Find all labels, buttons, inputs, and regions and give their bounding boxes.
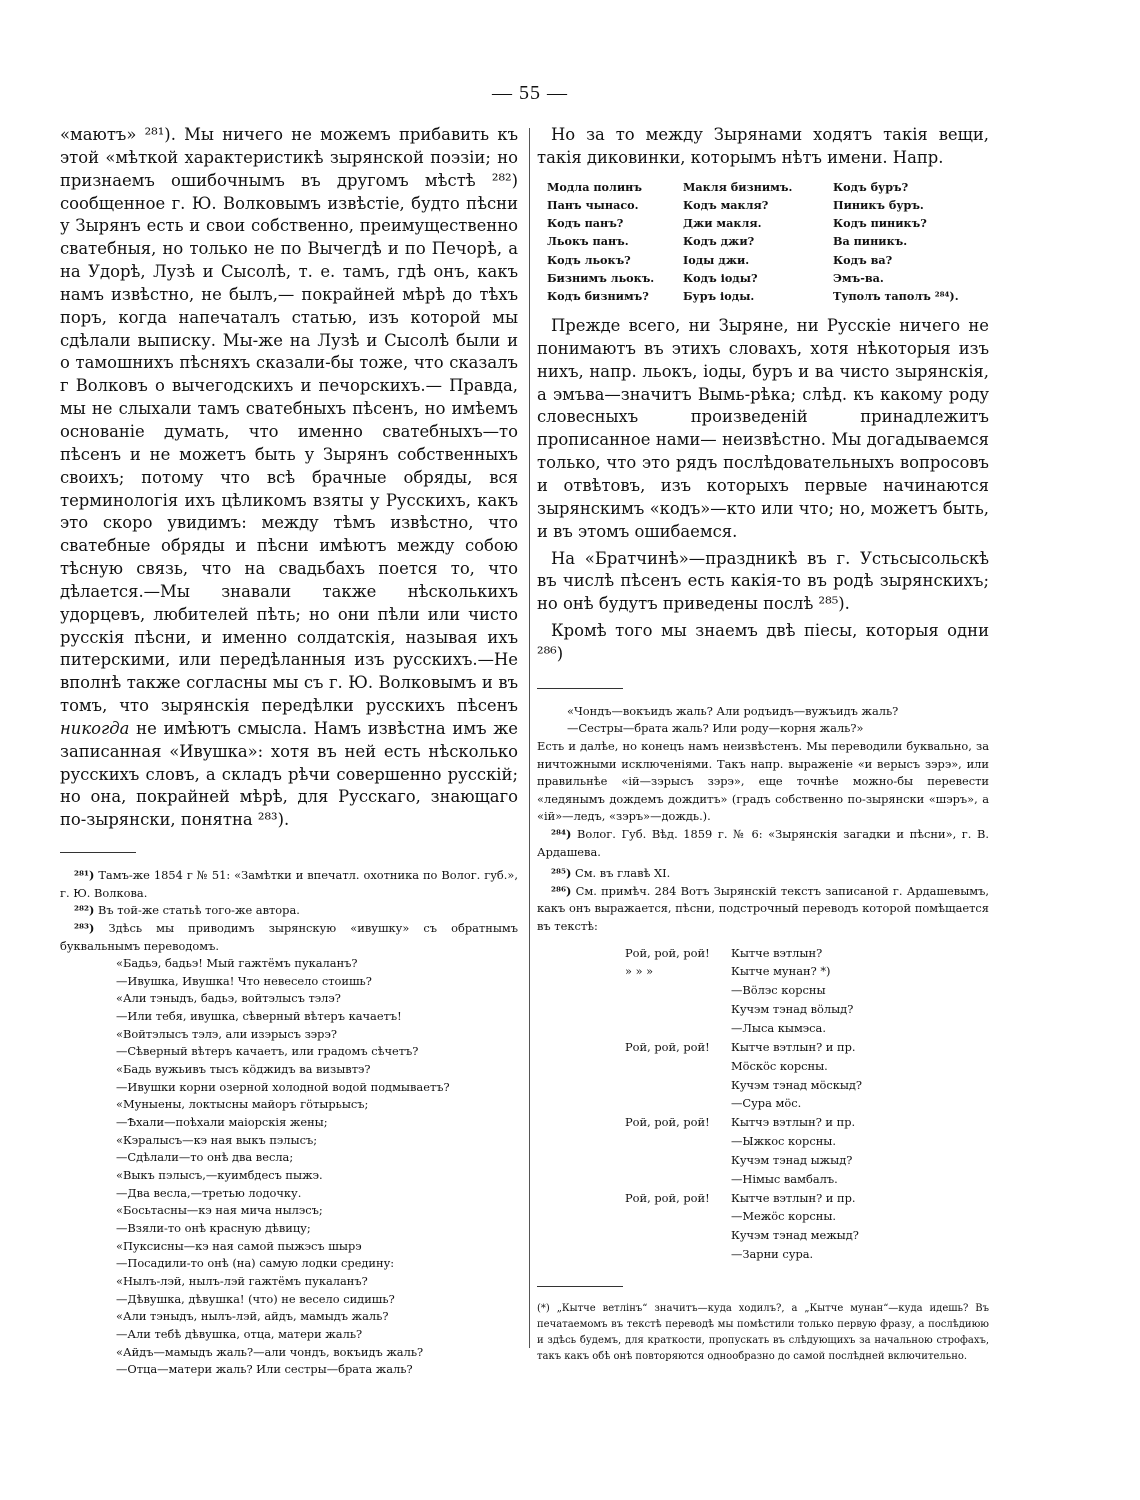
song-row xyxy=(625,1076,989,1095)
verse-line: —Дѣвушка, дѣвушка! (что) не весело сидишь? xyxy=(116,1291,395,1306)
riddle-cell: Кодъ ва? xyxy=(833,252,893,267)
song-refrain: Рой, рой, рой! xyxy=(625,1039,710,1054)
footnote-text: См. примѣч. 284 Вотъ Зырянскій текстъ записаной г. Ардашевымъ, какъ онъ выражается, пѣсни, подстрочный переводъ которой помѣщается въ текстѣ: xyxy=(537,883,989,934)
song-row xyxy=(625,1113,989,1132)
verse-line: —Сдѣлали—то онѣ два весла; xyxy=(116,1150,294,1165)
song-line: Кытче вэтлын? xyxy=(731,945,823,960)
ivushka-verse xyxy=(116,955,518,1379)
song-row xyxy=(625,1151,989,1170)
left-main-paragraph xyxy=(60,124,518,832)
right-intro: Но за то между Зырянами ходятъ такія вещи, такія диковинки, которымъ нѣтъ имени. Напр. xyxy=(537,125,989,167)
song-row xyxy=(625,1132,989,1151)
song-line: Кытче вэтлын? и пр. xyxy=(731,1039,856,1054)
song-line: —Сура мöс. xyxy=(731,1096,802,1111)
verse-line: —Али тебѣ дѣвушка, отца, матери жаль? xyxy=(116,1326,363,1341)
song-row xyxy=(625,1170,989,1189)
footnote-mark: ²⁸⁶) xyxy=(551,883,572,898)
song-refrain: Рой, рой, рой! xyxy=(625,945,710,960)
right-paragraph-2: Прежде всего, ни Зыряне, ни Русскіе ничего не понимаютъ въ этихъ словахъ, хотя нѣкоторыя изъ нихъ, напр. льокъ, іоды, буръ и ва чисто зырянскія, а эмъва—значитъ Вымь-рѣка; слѣд. къ какому роду словесныхъ произведеній принадлежитъ прописанное нами— неизвѣстно. Мы догадываемся только, что это рядъ послѣдовательныхъ вопросовъ и отвѣтовъ, изъ которыхъ первые начинаются зырянскимъ «кодъ»—кто или что; но, можетъ быть, и въ этомъ ошибаемся. xyxy=(537,316,989,541)
riddle-cell: Джи макля. xyxy=(683,216,762,231)
song-line: Кучэм тэнад мöскыд? xyxy=(731,1077,863,1092)
song-row xyxy=(625,1189,989,1208)
riddle-cell: Кодъ льокъ? xyxy=(547,252,631,267)
continued-note-text: Есть и далѣе, но конецъ намъ неизвѣстенъ. Мы переводили буквально, за ничтожными исключеніями. Такъ напр. выраженіе «и верысъ зэрэ», или правильнѣе «ій—зэрысъ зэрэ», еще точнѣе можно-бы перевести «ледянымъ дождемъ дождитъ» (градъ собственно по-зырянски «шэръ», а «ій»—ледъ, «зэръ»—дождь.). xyxy=(537,739,989,824)
song-line: Мöскöс корсны. xyxy=(731,1058,828,1073)
left-footnote-rule xyxy=(60,852,136,853)
song-line: —Межöс корсны. xyxy=(731,1209,837,1224)
riddle-cell: Макля бизнимъ. xyxy=(683,179,793,194)
verse-line: «Чондъ—вокъидъ жаль? Али родъидъ—вужъидъ жаль? xyxy=(567,703,899,718)
footnote-mark: ²⁸¹) xyxy=(74,868,95,883)
song-line: —Лыса кымэса. xyxy=(731,1020,826,1035)
column-divider xyxy=(529,128,530,1348)
footnote-text: Здѣсь мы приводимъ зырянскую «ивушку» съ обратнымъ буквальнымъ переводомъ. xyxy=(60,920,518,953)
riddle-cell: Панъ чынасо. xyxy=(547,197,639,212)
song-refrain xyxy=(625,1226,731,1245)
song-refrain xyxy=(625,1057,731,1076)
verse-line: «Войтэлысъ тэлэ, али изэрысъ зэрэ? xyxy=(116,1026,337,1041)
left-para-part-3: не имѣютъ смысла. Намъ извѣстна имъ же записанная «Ивушка»: хотя въ ней есть нѣсколько русскихъ словъ, а складъ рѣчи совершенно русскій; но она, покрайней мѣрѣ, для Русскаго, знающаго по-зырянски, понятна ²⁸³). xyxy=(60,718,518,830)
verse-line: «Айдъ—мамыдъ жаль?—али чондъ, вокъидъ жаль? xyxy=(116,1344,424,1359)
verse-line: «Пуксисны—кэ ная самой пыжэсъ шырэ xyxy=(116,1238,362,1253)
song-refrain xyxy=(625,1207,731,1226)
footnote-mark: ²⁸²) xyxy=(74,903,95,918)
verse-line: —Два весла,—третью лодочку. xyxy=(116,1185,302,1200)
verse-line: —Ѣхали—поѣхали маіорскія жены; xyxy=(116,1115,328,1130)
song-line: —Вöлэс корсны xyxy=(731,983,826,998)
riddle-cell: Кодъ бизнимъ? xyxy=(547,288,649,303)
riddle-cell: Кодъ іоды? xyxy=(683,270,758,285)
verse-line: —Ивушка, Ивушка! Что невесело стоишь? xyxy=(116,973,372,988)
verse-line: «Выкъ пэлысъ,—куимбдесъ пыжэ. xyxy=(116,1168,323,1182)
footnote-text: См. въ главѣ XI. xyxy=(574,866,671,881)
song-row xyxy=(625,1207,989,1226)
footnote-mark: ²⁸⁴) xyxy=(551,827,572,842)
song-refrain: Рой, рой, рой! xyxy=(625,1190,710,1205)
song-row xyxy=(625,1057,989,1076)
song-refrain: Рой, рой, рой! xyxy=(625,1115,710,1130)
page-number: — 55 — xyxy=(492,82,568,104)
riddle-cell: Кодъ пиникъ? xyxy=(833,216,927,231)
verse-line: «Бадьэ, бадьэ! Мый гажтёмъ пукаланъ? xyxy=(116,956,358,971)
komi-song xyxy=(625,944,989,1264)
song-refrain xyxy=(625,1170,731,1189)
riddle-cell: Бизнимъ льокъ. xyxy=(547,270,655,285)
left-column xyxy=(60,124,518,1379)
right-paragraph-4: Кромѣ того мы знаемъ двѣ піесы, которыя одни ²⁸⁶) xyxy=(537,621,989,663)
song-row xyxy=(625,981,989,1000)
verse-line: «Бадь вужьивъ тысъ кöджидъ ва визывтэ? xyxy=(116,1062,371,1077)
footnote-285 xyxy=(537,865,989,883)
song-refrain xyxy=(625,981,731,1000)
verse-line: «Али тэныдъ, бадьэ, войтэлысъ тэлэ? xyxy=(116,991,341,1006)
song-row xyxy=(625,1019,989,1038)
verse-line: —Взяли-то онѣ красную дѣвицу; xyxy=(116,1220,311,1235)
song-line: Кытче вэтлын? и пр. xyxy=(731,1190,856,1205)
riddle-cell: Іоды джи. xyxy=(683,252,750,267)
verse-line: «Али тэныдъ, нылъ-лэй, айдъ, мамыдъ жаль? xyxy=(116,1309,389,1324)
footnote-283 xyxy=(60,920,518,955)
song-line: Кытчэ вэтлын? и пр. xyxy=(731,1115,856,1130)
footnote-text: Тамъ-же 1854 г № 51: «Замѣтки и впечатл. охотника по Волог. губ.», г. Ю. Волкова. xyxy=(60,868,518,900)
verse-line: «Нылъ-лэй, нылъ-лэй гажтёмъ пукаланъ? xyxy=(116,1273,368,1288)
riddle-table xyxy=(547,178,989,305)
song-refrain xyxy=(625,1132,731,1151)
song-refrain xyxy=(625,1076,731,1095)
bottom-note: (*) „Кытче ветлінъ“ значитъ—куда ходилъ?, а „Кытче мунан“—куда идешь? Въ печатаемомъ въ текстѣ переводѣ мы помѣстили только первую фразу, а послѣдиюю и здѣсь будемъ, для краткости, пропускать въ слѣдующихъ за начальною строфахъ, такъ какъ обѣ онѣ повторяются однообразно до самой послѣдней включительно. xyxy=(537,1302,989,1362)
riddle-cell: Кодъ макля? xyxy=(683,197,769,212)
riddle-cell: Кодъ буръ? xyxy=(833,179,909,194)
song-row xyxy=(625,1000,989,1019)
footnote-text: Волог. Губ. Вѣд. 1859 г. № 6: «Зырянскія загадки и пѣсни», г. В. Ардашева. xyxy=(537,827,989,859)
verse-line: —Или тебя, ивушка, сѣверный вѣтеръ качаетъ! xyxy=(116,1009,402,1024)
bottom-note-rule xyxy=(537,1286,623,1287)
riddle-cell: Буръ іоды. xyxy=(683,288,755,303)
song-line: —Німыс вамбалъ. xyxy=(731,1171,838,1186)
song-line: —Ыжкос корсны. xyxy=(731,1134,836,1149)
song-row xyxy=(625,1245,989,1264)
song-refrain xyxy=(625,1094,731,1113)
right-column xyxy=(537,124,989,1365)
song-refrain xyxy=(625,1151,731,1170)
verse-line: «Босьтасны—кэ ная мича нылэсъ; xyxy=(116,1203,323,1218)
verse-line: —Отца—матери жаль? Или сестры—брата жаль? xyxy=(116,1362,413,1377)
song-row xyxy=(625,962,989,981)
riddle-cell: Льокъ панъ. xyxy=(547,234,629,249)
song-row xyxy=(625,1226,989,1245)
emphasis-nikogda: никогда xyxy=(60,718,130,738)
song-line: Кучэм тэнад межыд? xyxy=(731,1228,859,1243)
footnote-text: Въ той-же статьѣ того-же автора. xyxy=(97,903,300,918)
verse-line: —Сѣверный вѣтеръ качаетъ, или градомъ сѣчетъ? xyxy=(116,1044,419,1059)
riddle-cell: Ва пиникъ. xyxy=(833,234,908,249)
footnote-286 xyxy=(537,883,989,936)
footnote-mark: ²⁸⁵) xyxy=(551,866,572,881)
footnote-281 xyxy=(60,867,518,902)
riddle-cell: Кодъ панъ? xyxy=(547,216,624,231)
verse-line: «Кэралысъ—кэ ная выкъ пэлысъ; xyxy=(116,1132,318,1147)
song-row xyxy=(625,944,989,963)
song-refrain xyxy=(625,1000,731,1019)
song-line: Кучэм тэнад ыжыд? xyxy=(731,1152,853,1167)
footnote-mark: ²⁸³) xyxy=(74,920,95,935)
right-footnote-rule xyxy=(537,688,623,689)
song-row xyxy=(625,1094,989,1113)
verse-line: «Муныены, локтысны майоръ гöтырьысъ; xyxy=(116,1097,369,1112)
song-line: —Зарни сура. xyxy=(731,1247,814,1262)
right-paragraph-3: На «Братчинѣ»—праздникѣ въ г. Устьсысольскѣ въ числѣ пѣсенъ есть какія-то въ родѣ зырянскихъ; но онѣ будутъ приведены послѣ ²⁸⁵). xyxy=(537,548,989,614)
song-refrain xyxy=(625,1019,731,1038)
song-refrain xyxy=(625,1245,731,1264)
song-line: Кучэм тэнад вöлыд? xyxy=(731,1002,854,1017)
riddle-cell: Эмъ-ва. xyxy=(833,270,884,285)
song-line: Кытче мунан? *) xyxy=(731,964,831,979)
verse-line: —Ивушки корни озерной холодной водой подмываетъ? xyxy=(116,1079,450,1094)
song-row xyxy=(625,1038,989,1057)
riddle-cell: Кодъ джи? xyxy=(683,234,755,249)
footnote-284 xyxy=(537,826,989,861)
riddle-cell: Туполъ таполъ ²⁸⁴). xyxy=(833,288,959,303)
footnote-282 xyxy=(60,902,518,920)
verse-line: —Сестры—брата жаль? Или роду—корня жаль?» xyxy=(567,721,864,736)
continued-verse xyxy=(567,703,989,738)
verse-line: —Посадили-то онѣ (на) самую лодки средину: xyxy=(116,1256,395,1271)
song-refrain: » » » xyxy=(625,964,654,979)
riddle-cell: Пиникъ буръ. xyxy=(833,197,924,212)
riddle-cell: Модла полинъ xyxy=(547,179,642,194)
left-para-part-1: «маютъ» ²⁸¹). Мы ничего не можемъ прибавить къ этой «мѣткой характеристикѣ зырянской поэзіи; но признаемъ ошибочнымъ въ другомъ мѣстѣ ²⁸²) сообщенное г. Ю. Волковымъ извѣстіе, будто пѣсни у Зырянъ есть и свои собственно, преимущественно сватебныя, но только не по Вычегдѣ и по Печорѣ, а на Удорѣ, Лузѣ и Сысолѣ, т. е. тамъ, гдѣ онъ, какъ намъ извѣстно, не былъ,— покрайней мѣрѣ до тѣхъ поръ, когда напечаталъ статью, изъ которой мы сдѣлали выписку. Мы-же на Лузѣ и Сысолѣ были и о тамошнихъ пѣсняхъ сказали-бы тоже, что сказалъ г Волковъ о вычегодскихъ и печорскихъ.— Правда, мы не слыхали тамъ сватебныхъ пѣсенъ, но имѣемъ основаніе думать, что именно сватебныхъ—то пѣсенъ и не можетъ быть у Зырянъ собственныхъ своихъ; потому что всѣ брачные обряды, вся терминологія ихъ цѣликомъ взяты у Русскихъ, какъ это скоро увидимъ: между тѣмъ извѣстно, что сватебные обряды и пѣсни имѣютъ между собою тѣсную связь, что на свадьбахъ поется то, что дѣлается.—Мы знавали также нѣсколькихъ удорцевъ, любителей пѣть; но они пѣли или чисто русскія пѣсни, и именно солдатскія, называя ихъ питерскими, или передѣланныя изъ русскихъ.—Не вполнѣ также согласны мы съ г. Ю. Волковымъ и въ томъ, что зырянскія передѣлки русскихъ пѣсенъ xyxy=(60,125,518,716)
